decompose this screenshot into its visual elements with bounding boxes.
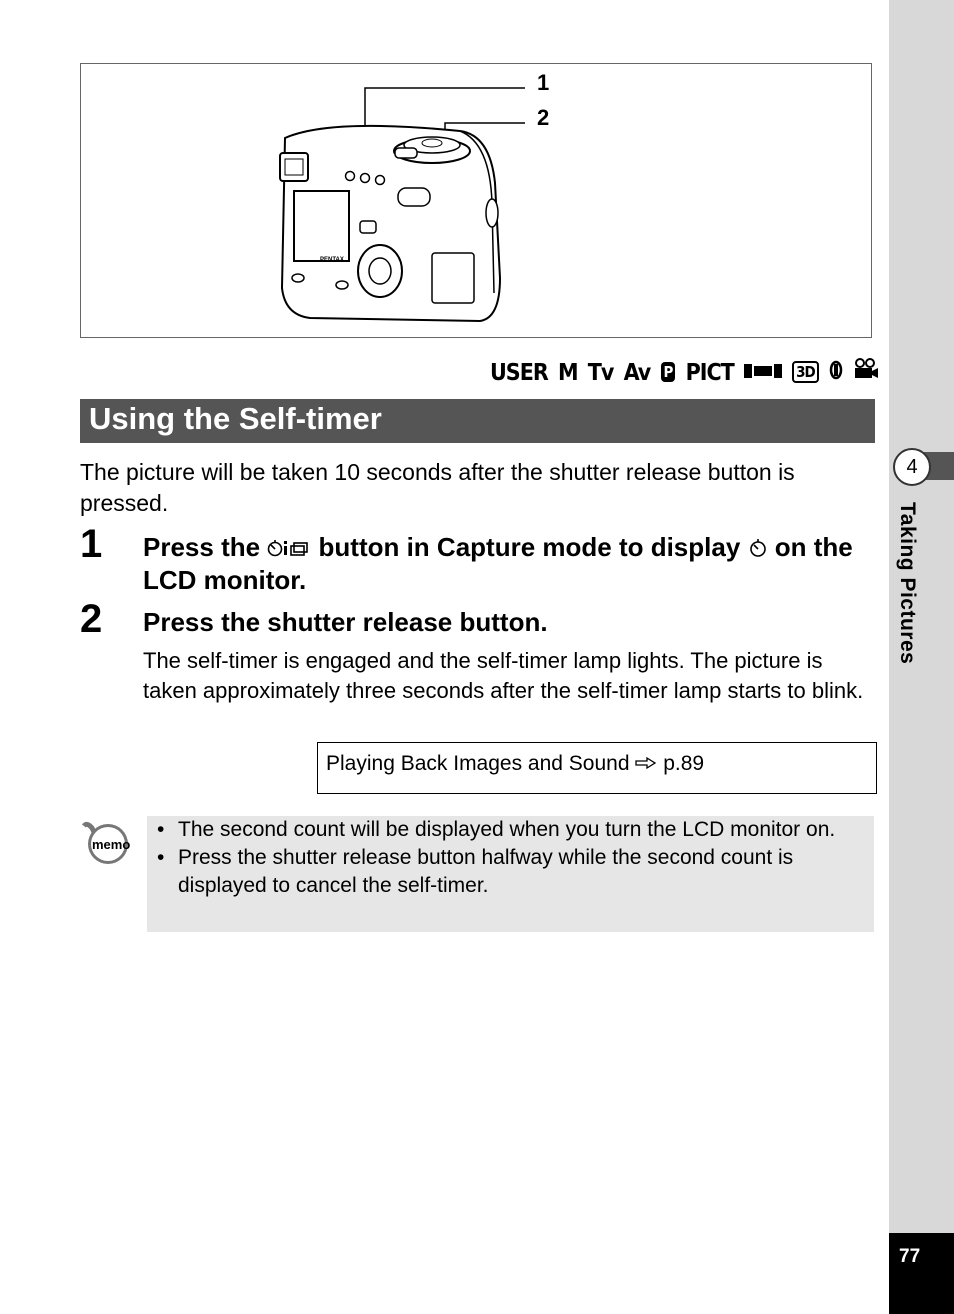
page-number: 77: [899, 1246, 921, 1267]
mode-m: M: [557, 360, 578, 386]
callout-label-1: 1: [537, 70, 550, 95]
shutter-button: [395, 148, 417, 158]
mode-tv: Tv: [587, 360, 614, 386]
memo-item: • Press the shutter release button halfway while the second count is displayed to cancel the self-timer.: [157, 846, 794, 897]
step-1-number: 1: [80, 522, 103, 566]
intro-paragraph: The picture will be taken 10 seconds after the shutter release button is pressed.: [80, 459, 795, 516]
capture-mode-icons: [490, 358, 875, 388]
camera-illustration: [80, 63, 872, 338]
camera-brand-label: PENTAX: [320, 257, 344, 263]
page-reference-icon: [635, 752, 657, 775]
lcd-monitor: [294, 191, 349, 261]
mode-av: Av: [623, 360, 651, 386]
step-2-text: Press the shutter release button.: [143, 607, 548, 637]
reference-page-link[interactable]: p.89: [663, 752, 705, 775]
self-timer-icon: [748, 532, 768, 562]
svg-text:memo: memo: [92, 837, 130, 852]
step-1-text: Press the button in Capture mode to display on the LCD monitor.: [143, 532, 853, 595]
chapter-title: Taking Pictures: [896, 502, 919, 665]
memo-list: [157, 816, 867, 900]
chapter-number: 4: [893, 448, 931, 486]
digital-filter-icon: [829, 360, 843, 386]
step-2-description: The self-timer is engaged and the self-timer lamp lights. The picture is taken approximately three seconds after the self-timer lamp starts to blink.: [143, 648, 864, 703]
section-title: Using the Self-timer: [89, 401, 382, 436]
memo-item: • The second count will be displayed when you turn the LCD monitor on.: [157, 818, 836, 841]
panorama-icon: [744, 360, 782, 386]
reference-text: Playing Back Images and Sound p.89: [326, 752, 705, 775]
mode-p: P: [661, 362, 676, 382]
callout-label-2: 2: [537, 105, 550, 130]
self-timer-drive-icon: [267, 532, 311, 562]
mode-3d: 3D: [792, 361, 819, 383]
step-2-number: 2: [80, 597, 103, 641]
self-timer-button: [361, 174, 370, 183]
mode-user: USER: [490, 360, 548, 386]
movie-icon: [853, 358, 879, 386]
memo-icon: [82, 820, 130, 869]
mode-pict: PICT: [685, 360, 734, 386]
